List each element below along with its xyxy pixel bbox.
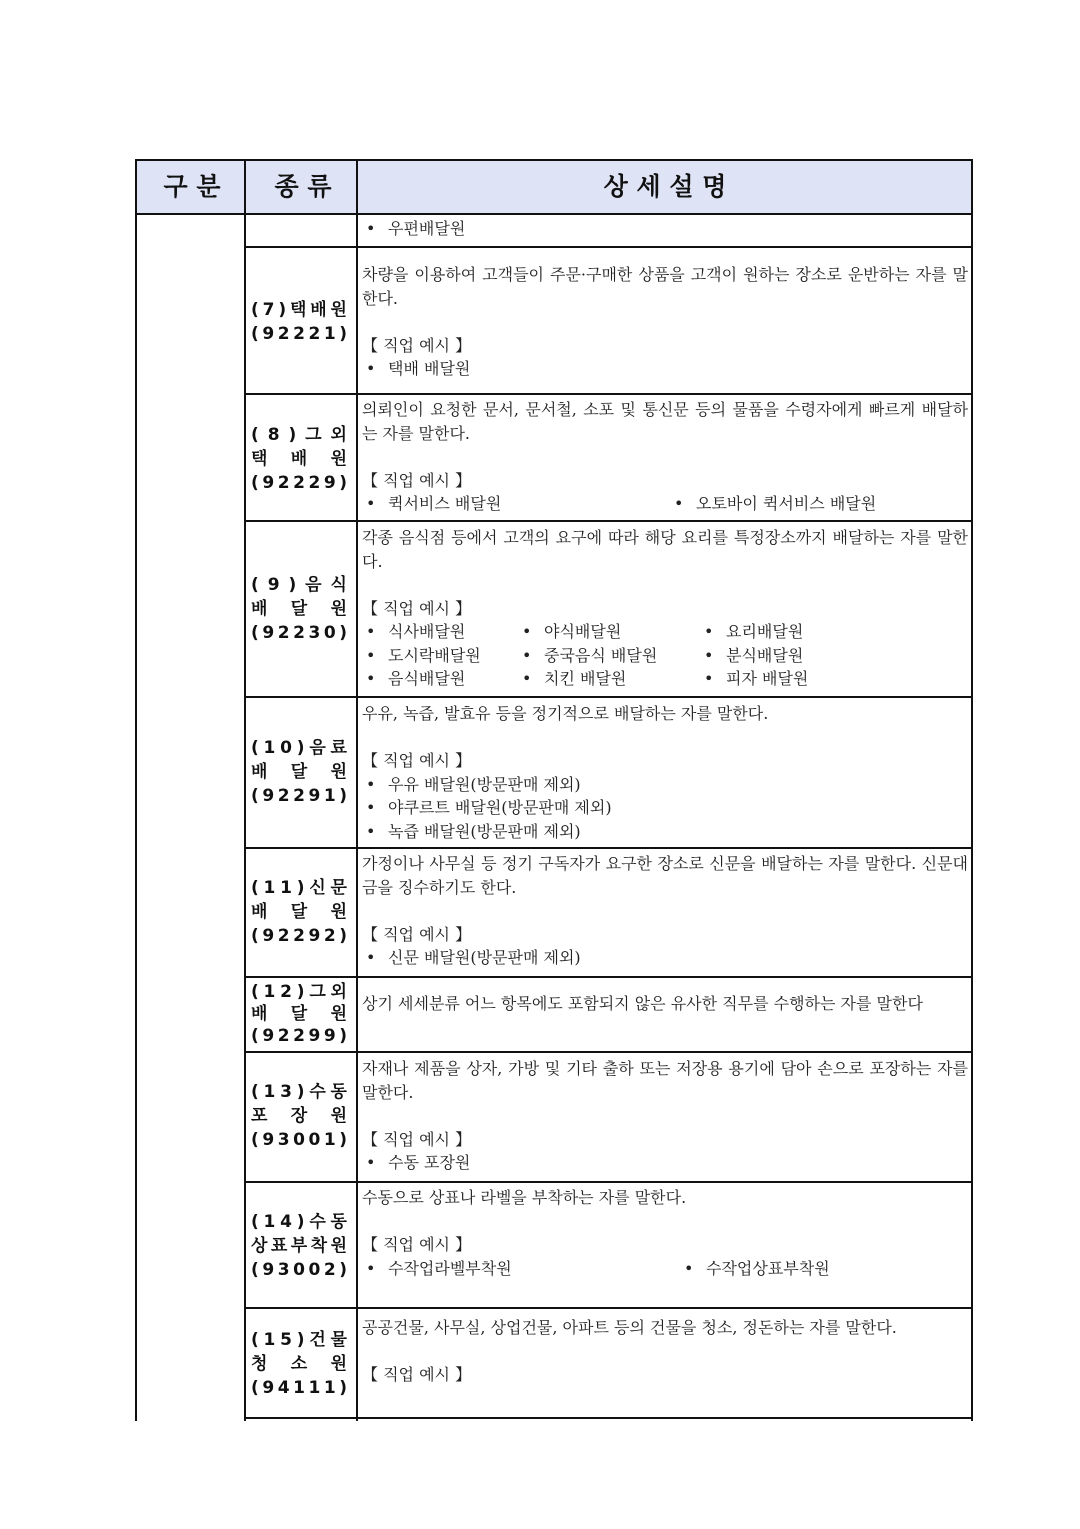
- row-name-12: ( 1 2 ) 그 외 배 달 원 ( 9 2 2 9 9 ): [251, 982, 347, 1046]
- example-label: 【 직업 예시 】: [362, 1235, 472, 1254]
- description-text: 가정이나 사무실 등 정기 구독자가 요구한 장소로 신문을 배달하는 자를 말한다. 신문대금을 징수하기도 한다.: [362, 854, 968, 897]
- row-postal: [362, 217, 968, 241]
- row-name-13: ( 1 3 ) 수 동 포 장 원 ( 9 3 0 0 1 ): [251, 1082, 347, 1150]
- description-text: 우유, 녹즙, 발효유 등을 정기적으로 배달하는 자를 말한다.: [362, 704, 769, 723]
- example-item: • 요리배달원: [700, 620, 803, 644]
- example-item: • 식사배달원: [362, 620, 518, 644]
- example-item: • 수작업라벨부착원: [362, 1257, 680, 1281]
- example-item: • 택배 배달원: [362, 357, 470, 381]
- example-label: 【 직업 예시 】: [362, 598, 472, 618]
- example-item: • 치킨 배달원: [518, 667, 700, 691]
- row-name-15: ( 1 5 ) 건 물 청 소 원 ( 9 4 1 1 1 ): [251, 1330, 347, 1398]
- description-text: 각종 음식점 등에서 고객의 요구에 따라 해당 요리를 특정장소까지 배달하는 자를 말한다.: [362, 528, 968, 571]
- example-label: 【 직업 예시 】: [362, 335, 472, 355]
- row-desc-8: [362, 398, 968, 516]
- example-item: • 야식배달원: [518, 620, 700, 644]
- row-name-14: ( 1 4 ) 수 동 상 표 부 착 원 ( 9 3 0 0 2 ): [251, 1212, 347, 1280]
- example-item: • 오토바이 퀵서비스 배달원: [670, 492, 876, 516]
- row-desc-9: [362, 526, 968, 691]
- example-item: • 수작업상표부착원: [680, 1257, 830, 1281]
- example-item: • 우유 배달원(방문판매 제외): [362, 773, 581, 797]
- example-item: • 신문 배달원(방문판매 제외): [362, 946, 581, 970]
- description-text: 의뢰인이 요청한 문서, 문서철, 소포 및 통신문 등의 물품을 수령자에게 빠르게 배달하는 자를 말한다.: [362, 400, 968, 443]
- example-item: • 피자 배달원: [700, 667, 808, 691]
- example-item: • 퀵서비스 배달원: [362, 492, 670, 516]
- row-name-10: ( 1 0 ) 음 료 배 달 원 ( 9 2 2 9 1 ): [251, 738, 347, 806]
- row-desc-11: [362, 852, 968, 970]
- example-label: 【 직업 예시 】: [362, 470, 472, 490]
- table-header: [135, 159, 973, 215]
- header-category: 구 분: [163, 172, 221, 201]
- example-item: • 야쿠르트 배달원(방문판매 제외): [362, 796, 612, 820]
- example-item: • 분식배달원: [700, 644, 803, 668]
- example-label: 【 직업 예시 】: [362, 924, 472, 944]
- row-name-7: ( 7 ) 택 배 원 ( 9 2 2 2 1 ): [251, 300, 347, 344]
- description-text: 차량을 이용하여 고객들이 주문·구매한 상품을 고객이 원하는 장소로 운반하는 자를 말한다.: [362, 265, 968, 308]
- row-desc-13: [362, 1057, 968, 1175]
- row-name-8: ( 8 ) 그 외 택 배 원 ( 9 2 2 2 9 ): [251, 425, 347, 493]
- row-name-9: ( 9 ) 음 식 배 달 원 ( 9 2 2 3 0 ): [251, 575, 347, 643]
- header-type: 종 류: [274, 172, 332, 201]
- example-item: • 수동 포장원: [362, 1151, 470, 1175]
- row-name-11: ( 1 1 ) 신 문 배 달 원 ( 9 2 2 9 2 ): [251, 878, 347, 946]
- example-item: • 음식배달원: [362, 667, 518, 691]
- example-item: • 도시락배달원: [362, 644, 518, 668]
- example-label: 【 직업 예시 】: [362, 1365, 472, 1384]
- description-text: 공공건물, 사무실, 상업건물, 아파트 등의 건물을 청소, 정돈하는 자를 말한다.: [362, 1318, 897, 1337]
- example-label: 【 직업 예시 】: [362, 751, 472, 770]
- description-text: 자재나 제품을 상자, 가방 및 기타 출하 또는 저장용 용기에 담아 손으로 포장하는 자를 말한다.: [362, 1059, 968, 1102]
- row-desc-15: [362, 1316, 968, 1387]
- left-border: [135, 215, 137, 1421]
- row-desc-12: [362, 992, 968, 1016]
- row-desc-7: [362, 263, 968, 381]
- description-text: 수동으로 상표나 라벨을 부착하는 자를 말한다.: [362, 1188, 687, 1207]
- example-item: • 우편배달원: [362, 217, 465, 241]
- row-desc-14: [362, 1186, 968, 1280]
- row-desc-10: [362, 702, 968, 843]
- example-item: • 중국음식 배달원: [518, 644, 700, 668]
- example-label: 【 직업 예시 】: [362, 1129, 472, 1149]
- example-item: • 녹즙 배달원(방문판매 제외): [362, 820, 581, 844]
- header-description: 상 세 설 명: [603, 172, 727, 201]
- description-text: 상기 세세분류 어느 항목에도 포함되지 않은 유사한 직무를 수행하는 자를 말한다: [362, 994, 923, 1013]
